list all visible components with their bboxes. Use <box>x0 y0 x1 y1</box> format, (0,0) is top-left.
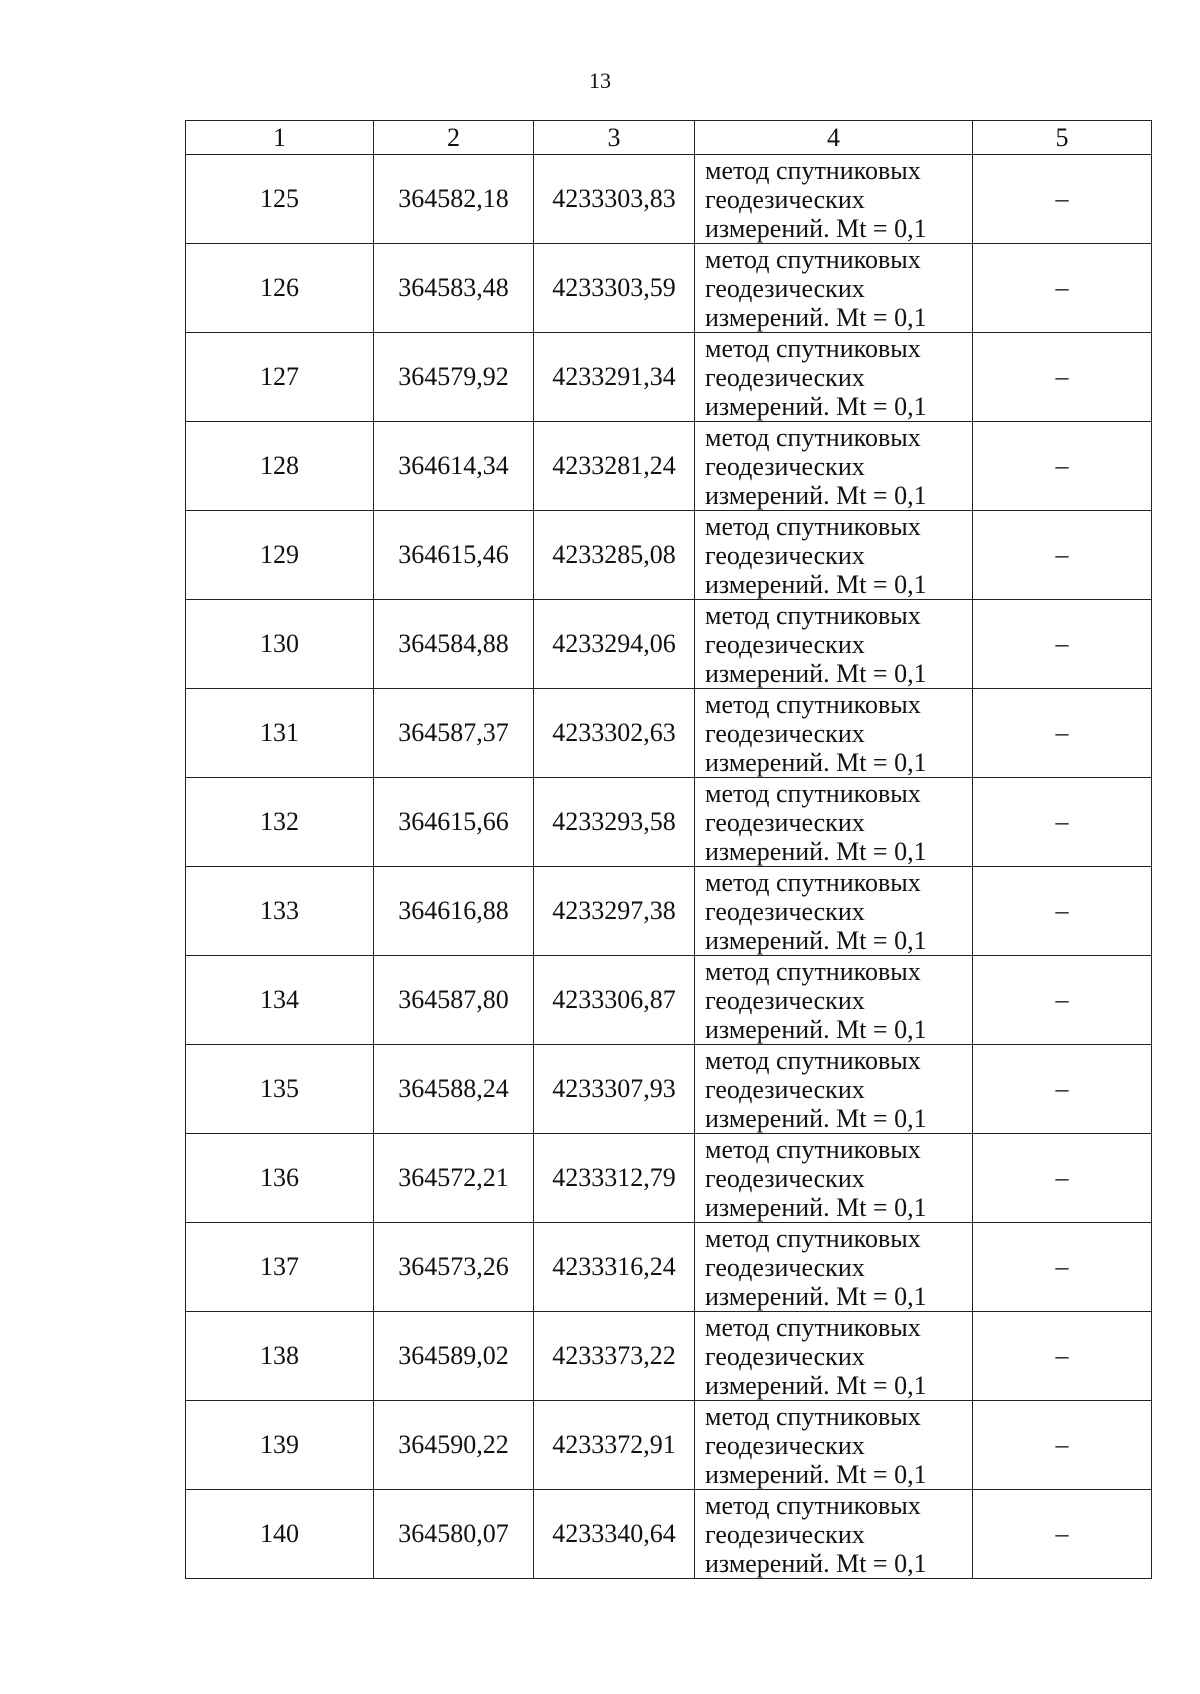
method-description <box>695 422 973 511</box>
table-row <box>186 333 1152 422</box>
point-number: 125 <box>186 155 374 244</box>
method-description <box>695 1490 973 1579</box>
coordinate-x: 364615,66 <box>374 778 534 867</box>
method-line: геодезических <box>705 184 865 214</box>
coordinate-y: 4233373,22 <box>534 1312 695 1401</box>
table-row <box>186 778 1152 867</box>
method-description <box>695 155 973 244</box>
method-description <box>695 1223 973 1312</box>
method-line: измерений. Mt = 0,1 <box>705 480 927 510</box>
point-number: 140 <box>186 1490 374 1579</box>
method-line: метод спутниковых <box>705 1223 921 1253</box>
table-body <box>186 155 1152 1579</box>
method-line: метод спутниковых <box>705 1134 921 1164</box>
method-line: метод спутниковых <box>705 867 921 897</box>
point-number: 136 <box>186 1134 374 1223</box>
note-dash: – <box>973 1223 1152 1312</box>
coordinate-y: 4233340,64 <box>534 1490 695 1579</box>
table-row <box>186 689 1152 778</box>
method-line: метод спутниковых <box>705 333 921 363</box>
coordinate-y: 4233312,79 <box>534 1134 695 1223</box>
table-row <box>186 867 1152 956</box>
note-dash: – <box>973 867 1152 956</box>
header-col-3: 3 <box>534 121 695 155</box>
header-col-4: 4 <box>695 121 973 155</box>
point-number: 126 <box>186 244 374 333</box>
method-description <box>695 333 973 422</box>
method-description <box>695 244 973 333</box>
method-line: измерений. Mt = 0,1 <box>705 1548 927 1578</box>
table-header <box>186 121 1152 155</box>
coordinate-x: 364582,18 <box>374 155 534 244</box>
method-line: геодезических <box>705 1252 865 1282</box>
coordinate-y: 4233293,58 <box>534 778 695 867</box>
point-number: 130 <box>186 600 374 689</box>
method-description <box>695 689 973 778</box>
header-row <box>186 121 1152 155</box>
coordinate-x: 364587,80 <box>374 956 534 1045</box>
table-row <box>186 956 1152 1045</box>
coordinate-x: 364580,07 <box>374 1490 534 1579</box>
method-line: измерений. Mt = 0,1 <box>705 302 927 332</box>
method-line: метод спутниковых <box>705 155 921 185</box>
table-row <box>186 1134 1152 1223</box>
note-dash: – <box>973 1490 1152 1579</box>
note-dash: – <box>973 333 1152 422</box>
point-number: 135 <box>186 1045 374 1134</box>
coordinate-x: 364616,88 <box>374 867 534 956</box>
table-row <box>186 244 1152 333</box>
coordinate-x: 364583,48 <box>374 244 534 333</box>
point-number: 129 <box>186 511 374 600</box>
coordinate-x: 364615,46 <box>374 511 534 600</box>
method-line: измерений. Mt = 0,1 <box>705 925 927 955</box>
coordinate-x: 364587,37 <box>374 689 534 778</box>
point-number: 137 <box>186 1223 374 1312</box>
table-row <box>186 155 1152 244</box>
coordinate-x: 364573,26 <box>374 1223 534 1312</box>
method-line: геодезических <box>705 1163 865 1193</box>
coordinate-y: 4233285,08 <box>534 511 695 600</box>
method-line: метод спутниковых <box>705 244 921 274</box>
method-line: геодезических <box>705 451 865 481</box>
method-description <box>695 1401 973 1490</box>
method-line: метод спутниковых <box>705 778 921 808</box>
table-row <box>186 511 1152 600</box>
method-line: метод спутниковых <box>705 1312 921 1342</box>
coordinate-y: 4233281,24 <box>534 422 695 511</box>
method-line: измерений. Mt = 0,1 <box>705 1459 927 1489</box>
note-dash: – <box>973 778 1152 867</box>
method-line: измерений. Mt = 0,1 <box>705 658 927 688</box>
method-description <box>695 778 973 867</box>
coordinate-y: 4233316,24 <box>534 1223 695 1312</box>
point-number: 138 <box>186 1312 374 1401</box>
header-col-2: 2 <box>374 121 534 155</box>
method-line: метод спутниковых <box>705 689 921 719</box>
method-line: геодезических <box>705 629 865 659</box>
coordinate-x: 364579,92 <box>374 333 534 422</box>
method-line: геодезических <box>705 540 865 570</box>
point-number: 127 <box>186 333 374 422</box>
point-number: 133 <box>186 867 374 956</box>
coordinate-x: 364584,88 <box>374 600 534 689</box>
point-number: 132 <box>186 778 374 867</box>
method-line: измерений. Mt = 0,1 <box>705 213 927 243</box>
coordinate-x: 364588,24 <box>374 1045 534 1134</box>
note-dash: – <box>973 600 1152 689</box>
coordinate-x: 364572,21 <box>374 1134 534 1223</box>
note-dash: – <box>973 422 1152 511</box>
table-row <box>186 1312 1152 1401</box>
note-dash: – <box>973 511 1152 600</box>
method-line: метод спутниковых <box>705 422 921 452</box>
method-line: измерений. Mt = 0,1 <box>705 569 927 599</box>
coordinate-y: 4233307,93 <box>534 1045 695 1134</box>
coordinate-y: 4233294,06 <box>534 600 695 689</box>
method-line: измерений. Mt = 0,1 <box>705 747 927 777</box>
coordinate-y: 4233372,91 <box>534 1401 695 1490</box>
method-line: геодезических <box>705 362 865 392</box>
method-line: метод спутниковых <box>705 1401 921 1431</box>
note-dash: – <box>973 689 1152 778</box>
table-row <box>186 1045 1152 1134</box>
note-dash: – <box>973 1312 1152 1401</box>
coordinates-table <box>185 120 1152 1579</box>
method-description <box>695 600 973 689</box>
method-description <box>695 1312 973 1401</box>
point-number: 139 <box>186 1401 374 1490</box>
table-row <box>186 1401 1152 1490</box>
method-line: геодезических <box>705 1519 865 1549</box>
method-line: измерений. Mt = 0,1 <box>705 391 927 421</box>
method-line: геодезических <box>705 718 865 748</box>
method-description <box>695 956 973 1045</box>
method-line: геодезических <box>705 1341 865 1371</box>
method-line: измерений. Mt = 0,1 <box>705 1281 927 1311</box>
method-line: метод спутниковых <box>705 511 921 541</box>
note-dash: – <box>973 1401 1152 1490</box>
note-dash: – <box>973 244 1152 333</box>
method-line: метод спутниковых <box>705 600 921 630</box>
method-description <box>695 1134 973 1223</box>
method-line: геодезических <box>705 1430 865 1460</box>
method-line: метод спутниковых <box>705 1045 921 1075</box>
header-col-1: 1 <box>186 121 374 155</box>
method-line: геодезических <box>705 1074 865 1104</box>
point-number: 128 <box>186 422 374 511</box>
coordinate-y: 4233306,87 <box>534 956 695 1045</box>
coordinate-y: 4233303,59 <box>534 244 695 333</box>
table-row <box>186 422 1152 511</box>
method-line: измерений. Mt = 0,1 <box>705 1014 927 1044</box>
method-line: измерений. Mt = 0,1 <box>705 836 927 866</box>
header-col-5: 5 <box>973 121 1152 155</box>
point-number: 131 <box>186 689 374 778</box>
method-line: измерений. Mt = 0,1 <box>705 1192 927 1222</box>
method-line: измерений. Mt = 0,1 <box>705 1370 927 1400</box>
method-description <box>695 511 973 600</box>
table-row <box>186 1223 1152 1312</box>
note-dash: – <box>973 155 1152 244</box>
method-line: метод спутниковых <box>705 956 921 986</box>
method-line: геодезических <box>705 985 865 1015</box>
coordinate-y: 4233303,83 <box>534 155 695 244</box>
table-row <box>186 1490 1152 1579</box>
note-dash: – <box>973 956 1152 1045</box>
method-line: метод спутниковых <box>705 1490 921 1520</box>
coordinate-y: 4233297,38 <box>534 867 695 956</box>
page-number: 13 <box>589 68 611 93</box>
coordinate-y: 4233291,34 <box>534 333 695 422</box>
method-line: геодезических <box>705 896 865 926</box>
method-line: геодезических <box>705 807 865 837</box>
method-description <box>695 1045 973 1134</box>
method-description <box>695 867 973 956</box>
note-dash: – <box>973 1045 1152 1134</box>
coordinate-x: 364590,22 <box>374 1401 534 1490</box>
note-dash: – <box>973 1134 1152 1223</box>
coordinate-x: 364589,02 <box>374 1312 534 1401</box>
coordinate-y: 4233302,63 <box>534 689 695 778</box>
point-number: 134 <box>186 956 374 1045</box>
table-row <box>186 600 1152 689</box>
method-line: геодезических <box>705 273 865 303</box>
method-line: измерений. Mt = 0,1 <box>705 1103 927 1133</box>
coordinate-x: 364614,34 <box>374 422 534 511</box>
